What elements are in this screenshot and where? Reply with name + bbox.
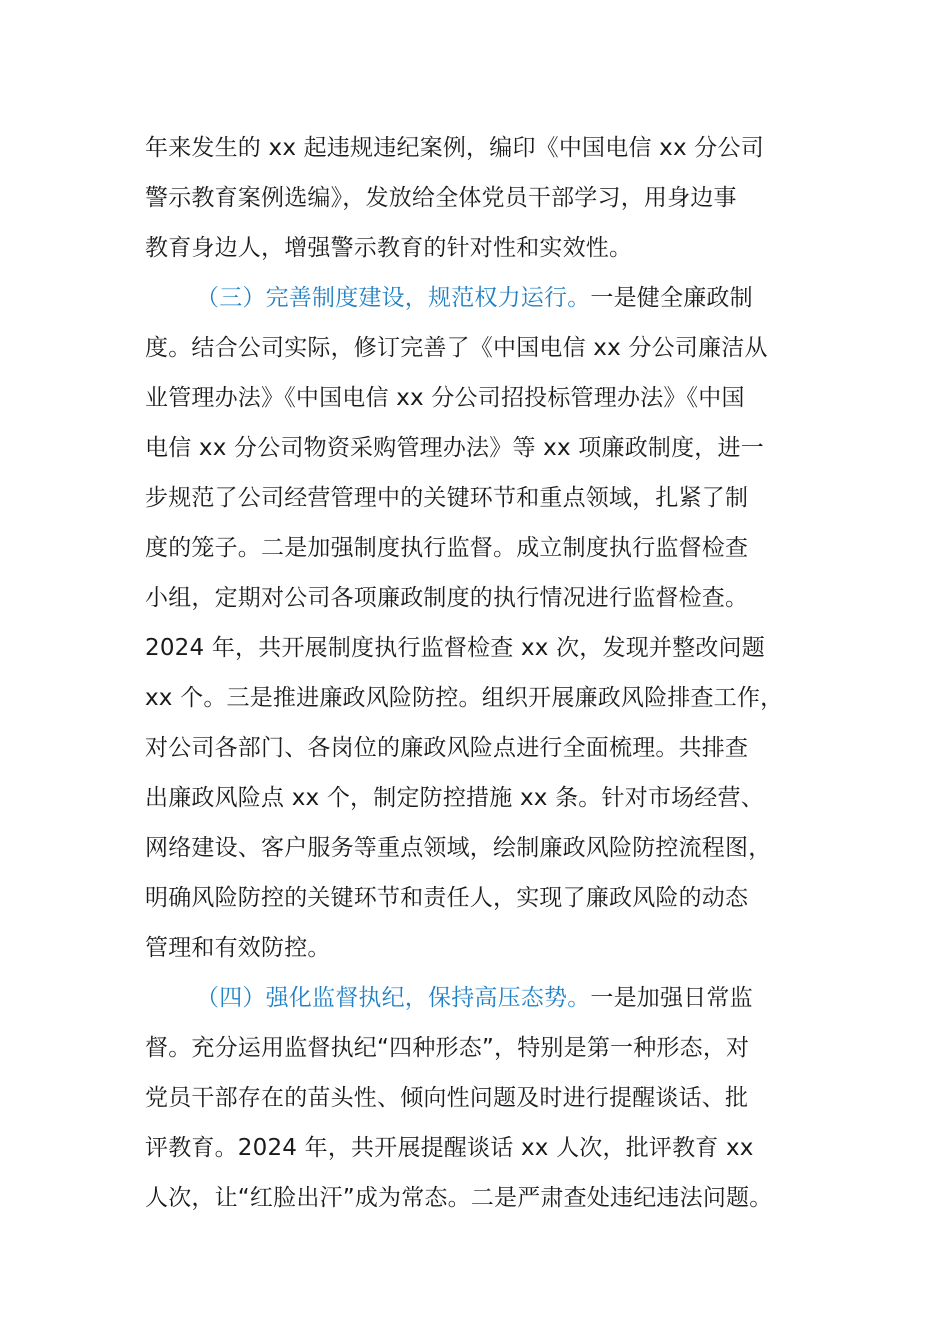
text-line: 明确风险防控的关键环节和责任人，实现了廉政风险的动态 <box>145 885 749 911</box>
section-four-text: 一是加强日常监 <box>590 985 753 1011</box>
text-line: 党员干部存在的苗头性、倾向性问题及时进行提醒谈话、批 <box>145 1085 749 1111</box>
text-line: 业管理办法》《中国电信 xx 分公司招投标管理办法》《中国 <box>145 385 745 411</box>
section-four-heading: （四）强化监督执纪，保持高压态势。 <box>196 985 591 1011</box>
text-line: 度的笼子。二是加强制度执行监督。成立制度执行监督检查 <box>145 535 749 561</box>
text-line: 对公司各部门、各岗位的廉政风险点进行全面梳理。共排查 <box>145 735 749 761</box>
text-line: xx 个。三是推进廉政风险防控。组织开展廉政风险排查工作， <box>145 685 784 711</box>
text-line: 督。充分运用监督执纪“四种形态”，特别是第一种形态，对 <box>145 1035 750 1061</box>
text-line: 教育身边人，增强警示教育的针对性和实效性。 <box>145 235 633 261</box>
text-line: 2024 年，共开展制度执行监督检查 xx 次，发现并整改问题 <box>145 635 765 661</box>
text-line: 出廉政风险点 xx 个，制定防控措施 xx 条。针对市场经营、 <box>145 785 764 811</box>
text-line: 人次，让“红脸出汗”成为常态。二是严肃查处违纪违法问题。 <box>145 1185 773 1211</box>
text-line: 小组，定期对公司各项廉政制度的执行情况进行监督检查。 <box>145 585 749 611</box>
section-three-heading: （三）完善制度建设，规范权力运行。 <box>196 285 591 311</box>
section-four-first-line <box>196 982 753 1014</box>
text-line: 度。结合公司实际，修订完善了《中国电信 xx 分公司廉洁从 <box>145 335 768 361</box>
text-line: 警示教育案例选编》，发放给全体党员干部学习，用身边事 <box>145 185 737 211</box>
text-line: 步规范了公司经营管理中的关键环节和重点领域，扎紧了制 <box>145 485 749 511</box>
text-line: 网络建设、客户服务等重点领域，绘制廉政风险防控流程图， <box>145 835 772 861</box>
section-three-text: 一是健全廉政制 <box>590 285 753 311</box>
text-line: 年来发生的 xx 起违规违纪案例，编印《中国电信 xx 分公司 <box>145 135 764 161</box>
text-line: 电信 xx 分公司物资采购管理办法》等 xx 项廉政制度，进一 <box>145 435 764 461</box>
text-line: 管理和有效防控。 <box>145 935 331 961</box>
section-three-first-line <box>196 282 753 314</box>
text-line: 评教育。2024 年，共开展提醒谈话 xx 人次，批评教育 xx <box>145 1135 754 1161</box>
